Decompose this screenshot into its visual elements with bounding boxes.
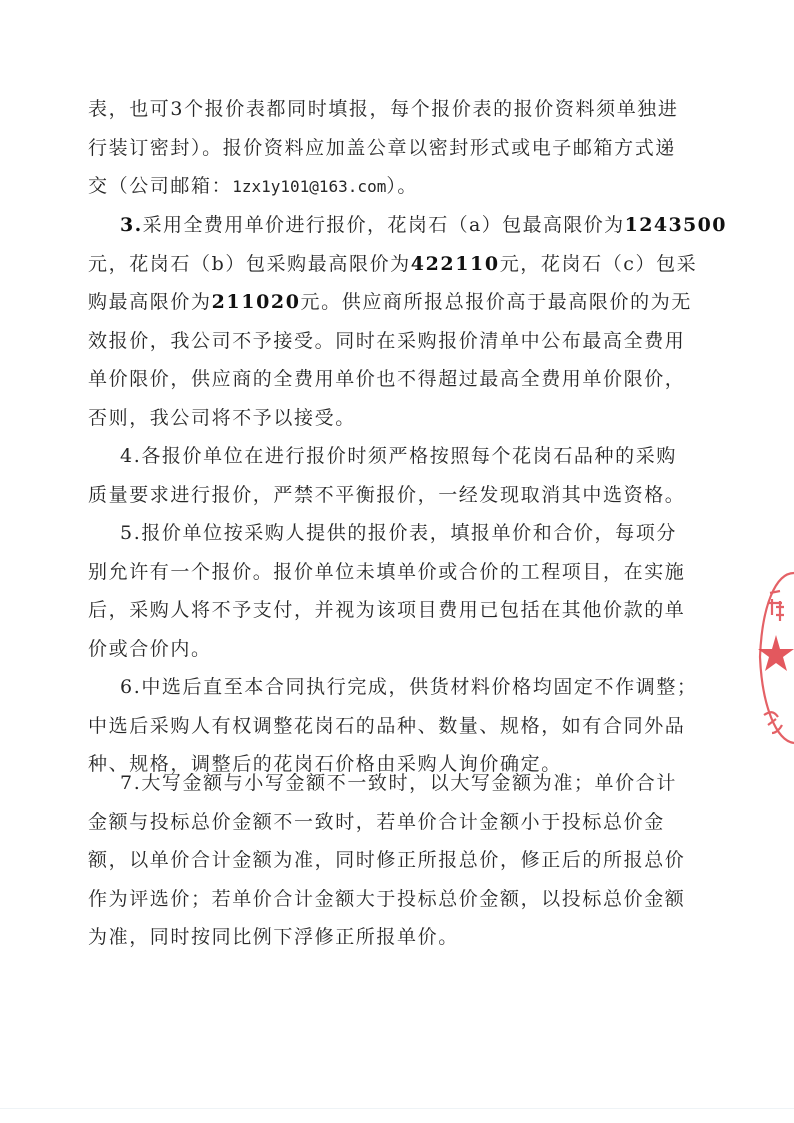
text-line: 后，采购人将不予支付，并视为该项目费用已包括在其他价款的单 xyxy=(88,599,686,621)
text-line: 效报价，我公司不予接受。同时在采购报价清单中公布最高全费用 xyxy=(88,329,686,352)
text-line xyxy=(88,245,728,284)
paragraph-price-limit xyxy=(88,206,728,437)
item-number: 3. xyxy=(120,214,143,236)
text-line: 6.中选后直至本合同执行完成，供货材料价格均固定不作调整； xyxy=(120,676,698,698)
text-line xyxy=(88,283,728,322)
company-email: 1zx1y101@163.com xyxy=(232,177,387,196)
paragraph-submission xyxy=(88,90,728,207)
text-line: 价或合价内。 xyxy=(88,637,212,660)
text-fragment: 元。供应商所报总报价高于最高限价的为无 xyxy=(300,291,692,313)
price-limit-a: 1243500 xyxy=(624,214,727,236)
text-line: 金额与投标总价金额不一致时，若单价合计金额小于投标总价金 xyxy=(88,810,665,833)
paragraph-amount-discrepancy xyxy=(88,764,728,957)
text-line: 为准，同时按同比例下浮修正所报单价。 xyxy=(88,926,459,948)
price-limit-c: 211020 xyxy=(211,291,301,313)
text-line: 单价限价，供应商的全费用单价也不得超过最高全费用单价限价， xyxy=(88,368,686,390)
text-line: 质量要求进行报价，严禁不平衡报价，一经发现取消其中选资格。 xyxy=(88,483,686,506)
text-line: 种、规格，调整后的花岗石价格由采购人询价确定。 xyxy=(88,753,562,775)
paragraph-quality xyxy=(88,437,728,514)
text-line: 中选后采购人有权调整花岗石的品种、数量、规格，如有合同外品 xyxy=(88,714,686,737)
text-line xyxy=(88,167,728,207)
text-fragment: 元，花岗石（b）包采购最高限价为 xyxy=(88,252,411,275)
price-limit-b: 422110 xyxy=(410,252,500,275)
text-line: 别允许有一个报价。报价单位未填单价或合价的工程项目，在实施 xyxy=(88,560,686,583)
text-fragment: 购最高限价为 xyxy=(88,291,212,313)
seal-star-icon xyxy=(758,635,794,671)
text-line xyxy=(88,206,728,245)
text-fragment: ）。 xyxy=(386,175,419,197)
email-label: 交（公司邮箱： xyxy=(88,175,233,197)
text-line: 5.报价单位按采购人提供的报价表，填报单价和合价，每项分 xyxy=(120,522,677,544)
text-line: 额，以单价合计金额为准，同时修正所报总价，修正后的所报总价 xyxy=(88,849,686,871)
company-seal xyxy=(754,565,794,750)
text-line: 4.各报价单位在进行报价时须严格按照每个花岗石品种的采购 xyxy=(120,445,677,467)
paragraph-unit-price xyxy=(88,514,728,668)
text-line: 作为评选价；若单价合计金额大于投标总价金额，以投标总价金额 xyxy=(88,887,686,910)
text-fragment: 元，花岗石（c）包采 xyxy=(499,252,698,275)
text-line: 行装订密封）。报价资料应加盖公章以密封形式或电子邮箱方式递 xyxy=(88,136,676,159)
text-line: 表，也可3个报价表都同时填报，每个报价表的报价资料须单独进 xyxy=(88,98,679,120)
page-bottom-edge xyxy=(0,1108,794,1109)
text-fragment: 采用全费用单价进行报价，花岗石（a）包最高限价为 xyxy=(142,214,625,236)
text-line: 7.大写金额与小写金额不一致时，以大写金额为准；单价合计 xyxy=(120,772,677,794)
text-line: 否则，我公司将不予以接受。 xyxy=(88,406,356,429)
